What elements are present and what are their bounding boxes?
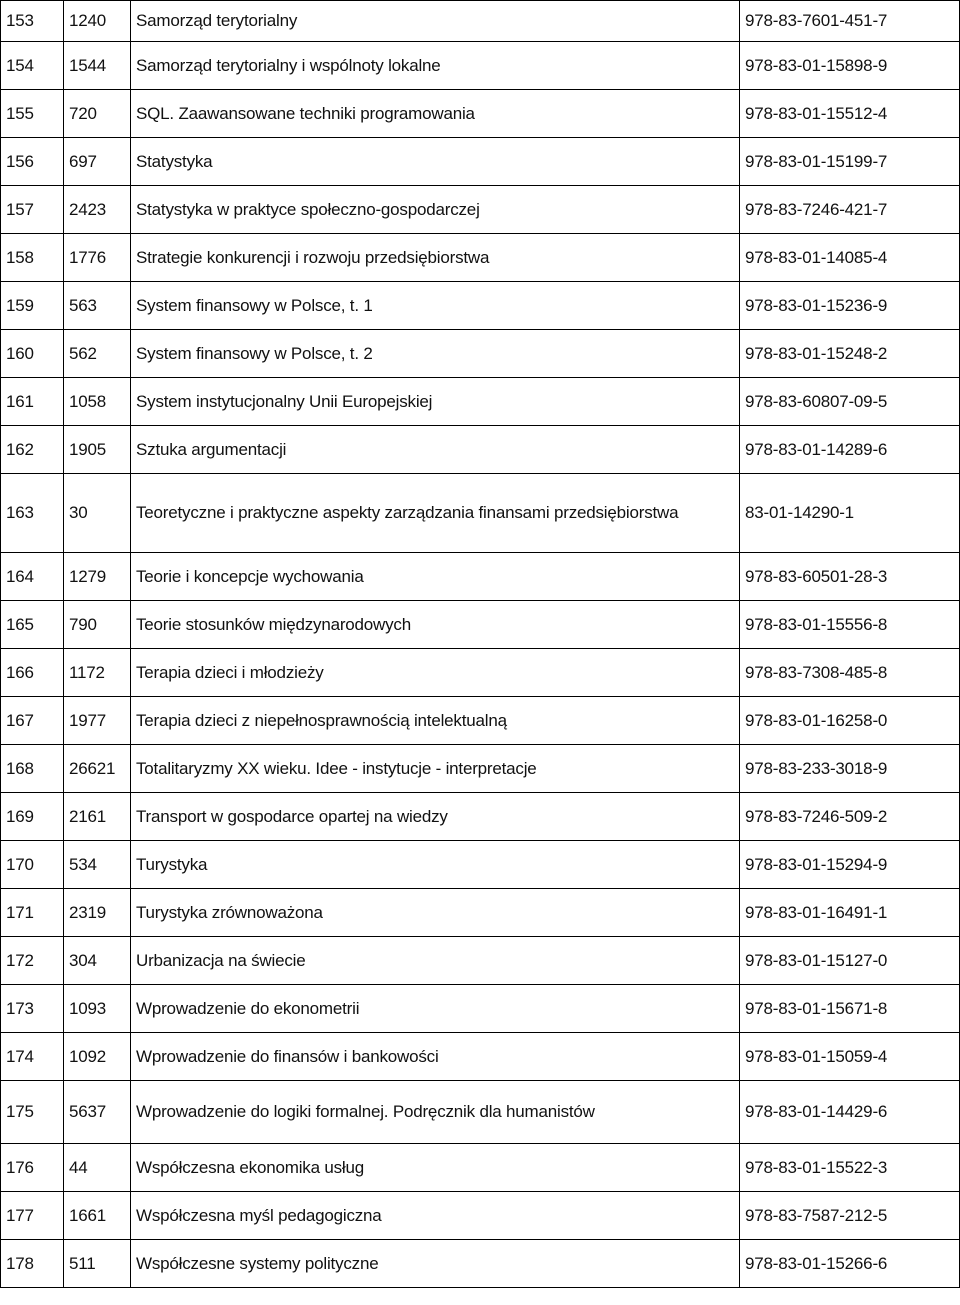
isbn-cell: 978-83-7601-451-7 (740, 1, 960, 42)
catalog-id-cell: 1776 (64, 234, 131, 282)
isbn-cell: 978-83-7587-212-5 (740, 1192, 960, 1240)
catalog-id-cell: 1092 (64, 1033, 131, 1081)
title-cell: Wprowadzenie do logiki formalnej. Podręcznik dla humanistów (131, 1081, 740, 1144)
row-number-cell: 173 (1, 985, 64, 1033)
row-number-cell: 169 (1, 793, 64, 841)
row-number-cell: 158 (1, 234, 64, 282)
row-number-cell: 156 (1, 138, 64, 186)
title-cell: Turystyka (131, 841, 740, 889)
isbn-cell: 978-83-01-15127-0 (740, 937, 960, 985)
catalog-id-cell: 30 (64, 474, 131, 553)
isbn-cell: 978-83-01-14429-6 (740, 1081, 960, 1144)
isbn-cell: 978-83-7246-509-2 (740, 793, 960, 841)
table-row (1, 234, 960, 282)
catalog-id-cell: 26621 (64, 745, 131, 793)
isbn-cell: 978-83-7308-485-8 (740, 649, 960, 697)
table-row (1, 1, 960, 42)
catalog-id-cell: 562 (64, 330, 131, 378)
isbn-cell: 978-83-01-15522-3 (740, 1144, 960, 1192)
isbn-cell: 978-83-60501-28-3 (740, 553, 960, 601)
isbn-cell: 978-83-233-3018-9 (740, 745, 960, 793)
isbn-cell: 978-83-01-15236-9 (740, 282, 960, 330)
isbn-cell: 83-01-14290-1 (740, 474, 960, 553)
isbn-cell: 978-83-01-14289-6 (740, 426, 960, 474)
isbn-cell: 978-83-01-15059-4 (740, 1033, 960, 1081)
catalog-id-cell: 511 (64, 1240, 131, 1288)
catalog-id-cell: 534 (64, 841, 131, 889)
catalog-id-cell: 1093 (64, 985, 131, 1033)
catalog-id-cell: 2319 (64, 889, 131, 937)
table-row (1, 745, 960, 793)
row-number-cell: 160 (1, 330, 64, 378)
row-number-cell: 161 (1, 378, 64, 426)
row-number-cell: 166 (1, 649, 64, 697)
table-row (1, 553, 960, 601)
title-cell: Samorząd terytorialny (131, 1, 740, 42)
isbn-cell: 978-83-01-15556-8 (740, 601, 960, 649)
catalog-id-cell: 1172 (64, 649, 131, 697)
title-cell: Totalitaryzmy XX wieku. Idee - instytucje - interpretacje (131, 745, 740, 793)
title-cell: Transport w gospodarce opartej na wiedzy (131, 793, 740, 841)
isbn-cell: 978-83-01-16491-1 (740, 889, 960, 937)
title-cell: Współczesna ekonomika usług (131, 1144, 740, 1192)
catalog-id-cell: 5637 (64, 1081, 131, 1144)
title-cell: Współczesne systemy polityczne (131, 1240, 740, 1288)
table-row (1, 649, 960, 697)
row-number-cell: 175 (1, 1081, 64, 1144)
row-number-cell: 157 (1, 186, 64, 234)
row-number-cell: 154 (1, 42, 64, 90)
catalog-id-cell: 720 (64, 90, 131, 138)
row-number-cell: 172 (1, 937, 64, 985)
catalog-id-cell: 2161 (64, 793, 131, 841)
table-row (1, 90, 960, 138)
title-cell: System instytucjonalny Unii Europejskiej (131, 378, 740, 426)
table-row (1, 697, 960, 745)
row-number-cell: 177 (1, 1192, 64, 1240)
catalog-id-cell: 44 (64, 1144, 131, 1192)
row-number-cell: 162 (1, 426, 64, 474)
title-cell: Wprowadzenie do finansów i bankowości (131, 1033, 740, 1081)
catalog-id-cell: 1279 (64, 553, 131, 601)
isbn-cell: 978-83-01-15266-6 (740, 1240, 960, 1288)
row-number-cell: 163 (1, 474, 64, 553)
isbn-cell: 978-83-60807-09-5 (740, 378, 960, 426)
title-cell: Urbanizacja na świecie (131, 937, 740, 985)
title-cell: Sztuka argumentacji (131, 426, 740, 474)
row-number-cell: 176 (1, 1144, 64, 1192)
title-cell: Teoretyczne i praktyczne aspekty zarządzania finansami przedsiębiorstwa (131, 474, 740, 553)
row-number-cell: 174 (1, 1033, 64, 1081)
row-number-cell: 164 (1, 553, 64, 601)
isbn-cell: 978-83-01-15294-9 (740, 841, 960, 889)
title-cell: SQL. Zaawansowane techniki programowania (131, 90, 740, 138)
table-row (1, 1144, 960, 1192)
table-row (1, 793, 960, 841)
isbn-cell: 978-83-7246-421-7 (740, 186, 960, 234)
catalog-id-cell: 1544 (64, 42, 131, 90)
table-row (1, 138, 960, 186)
table-row (1, 42, 960, 90)
title-cell: System finansowy w Polsce, t. 1 (131, 282, 740, 330)
catalog-id-cell: 697 (64, 138, 131, 186)
table-row (1, 1081, 960, 1144)
table-row (1, 186, 960, 234)
isbn-cell: 978-83-01-16258-0 (740, 697, 960, 745)
table-row (1, 1192, 960, 1240)
isbn-cell: 978-83-01-15898-9 (740, 42, 960, 90)
title-cell: System finansowy w Polsce, t. 2 (131, 330, 740, 378)
title-cell: Turystyka zrównoważona (131, 889, 740, 937)
table-row (1, 601, 960, 649)
row-number-cell: 171 (1, 889, 64, 937)
catalog-id-cell: 790 (64, 601, 131, 649)
title-cell: Teorie i koncepcje wychowania (131, 553, 740, 601)
isbn-cell: 978-83-01-15671-8 (740, 985, 960, 1033)
table-row (1, 937, 960, 985)
catalog-id-cell: 2423 (64, 186, 131, 234)
title-cell: Współczesna myśl pedagogiczna (131, 1192, 740, 1240)
row-number-cell: 168 (1, 745, 64, 793)
table-row (1, 841, 960, 889)
row-number-cell: 153 (1, 1, 64, 42)
table-row (1, 282, 960, 330)
isbn-cell: 978-83-01-15248-2 (740, 330, 960, 378)
catalog-id-cell: 304 (64, 937, 131, 985)
title-cell: Samorząd terytorialny i wspólnoty lokalne (131, 42, 740, 90)
catalog-id-cell: 1661 (64, 1192, 131, 1240)
table-row (1, 1240, 960, 1288)
title-cell: Wprowadzenie do ekonometrii (131, 985, 740, 1033)
isbn-cell: 978-83-01-15199-7 (740, 138, 960, 186)
table-row (1, 1033, 960, 1081)
table-row (1, 889, 960, 937)
title-cell: Strategie konkurencji i rozwoju przedsiębiorstwa (131, 234, 740, 282)
catalog-id-cell: 1905 (64, 426, 131, 474)
title-cell: Statystyka (131, 138, 740, 186)
row-number-cell: 155 (1, 90, 64, 138)
catalog-id-cell: 1977 (64, 697, 131, 745)
table-row (1, 378, 960, 426)
book-list-body (1, 1, 960, 1288)
table-row (1, 474, 960, 553)
isbn-cell: 978-83-01-14085-4 (740, 234, 960, 282)
catalog-id-cell: 563 (64, 282, 131, 330)
catalog-id-cell: 1240 (64, 1, 131, 42)
title-cell: Terapia dzieci i młodzieży (131, 649, 740, 697)
title-cell: Terapia dzieci z niepełnosprawnością intelektualną (131, 697, 740, 745)
row-number-cell: 165 (1, 601, 64, 649)
isbn-cell: 978-83-01-15512-4 (740, 90, 960, 138)
row-number-cell: 167 (1, 697, 64, 745)
title-cell: Teorie stosunków międzynarodowych (131, 601, 740, 649)
row-number-cell: 170 (1, 841, 64, 889)
row-number-cell: 178 (1, 1240, 64, 1288)
catalog-id-cell: 1058 (64, 378, 131, 426)
table-row (1, 330, 960, 378)
table-row (1, 426, 960, 474)
table-row (1, 985, 960, 1033)
title-cell: Statystyka w praktyce społeczno-gospodarczej (131, 186, 740, 234)
row-number-cell: 159 (1, 282, 64, 330)
